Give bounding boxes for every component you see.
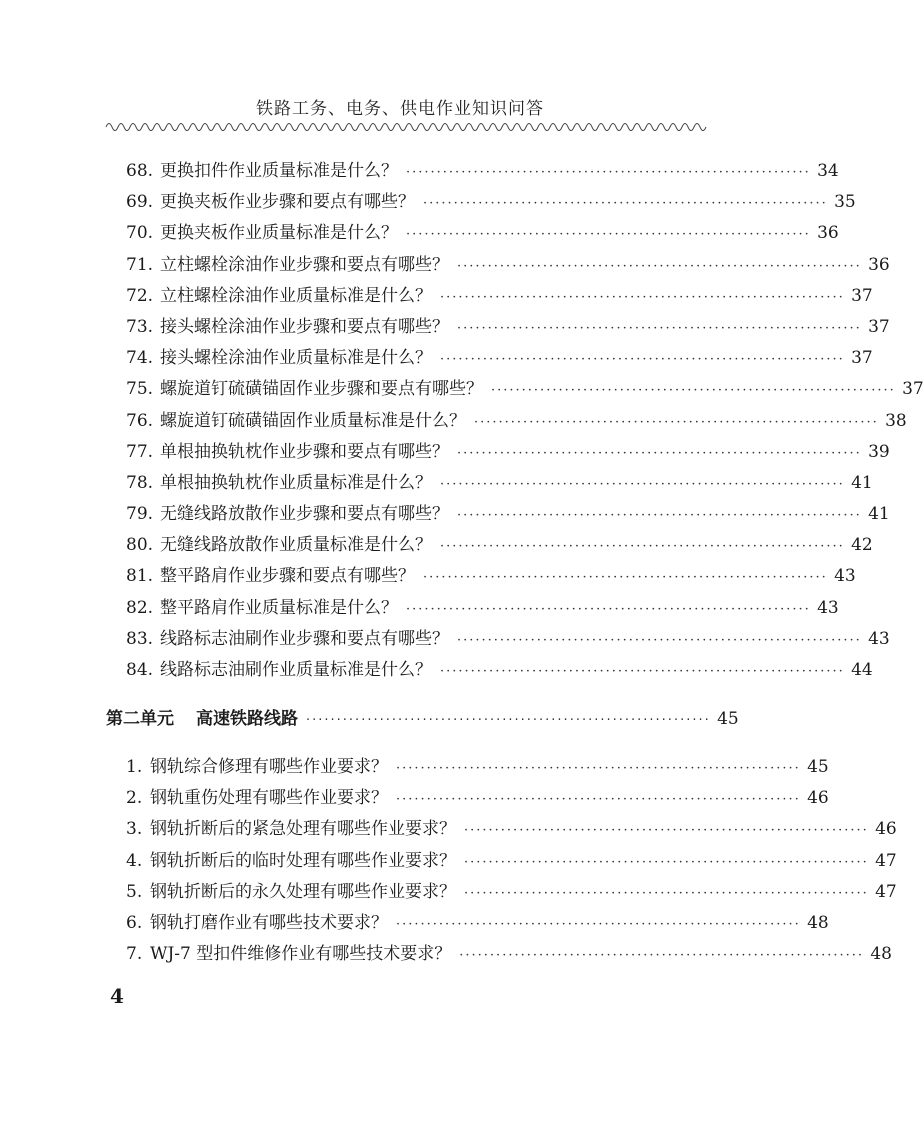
toc-entry[interactable] — [126, 752, 829, 783]
entry-page-number: 38 — [885, 410, 907, 431]
entry-page-number: 35 — [834, 192, 856, 213]
entry-page-number: 48 — [870, 944, 892, 965]
entry-title: 钢轨折断后的临时处理有哪些作业要求？ — [150, 850, 456, 871]
toc-list-unit-2 — [126, 752, 897, 970]
entry-number: 74. — [126, 348, 154, 369]
decorative-border-ornament — [106, 118, 696, 132]
entry-number: 2. — [126, 788, 143, 809]
toc-entry[interactable] — [126, 783, 829, 814]
toc-list — [126, 156, 924, 686]
toc-entry[interactable] — [126, 908, 829, 939]
entry-page-number: 45 — [807, 757, 829, 777]
entry-number: 3. — [126, 819, 143, 840]
toc-entry[interactable] — [126, 187, 856, 218]
entry-number: 83. — [126, 628, 154, 649]
toc-entry[interactable] — [126, 655, 873, 686]
toc-entry[interactable] — [126, 814, 897, 845]
dot-leader: ·································································· — [457, 445, 862, 461]
dot-leader: ·································································· — [440, 664, 845, 679]
entry-number: 73. — [126, 316, 154, 337]
dot-leader: ·································································· — [464, 823, 869, 839]
entry-title: 无缝线路放散作业步骤和要点有哪些？ — [160, 504, 449, 525]
dot-leader: ·································································· — [459, 948, 864, 964]
dot-leader: ·································································· — [423, 570, 828, 586]
entry-title: 更换夹板作业步骤和要点有哪些？ — [160, 192, 415, 213]
dot-leader: ·································································· — [396, 916, 801, 932]
toc-entry[interactable] — [126, 343, 873, 374]
entry-number: 7. — [126, 944, 143, 965]
dot-leader: ·································································· — [440, 289, 845, 305]
entry-page-number: 47 — [875, 850, 897, 871]
entry-page-number: 37 — [902, 379, 924, 400]
entry-title: 接头螺栓涂油作业质量标准是什么？ — [160, 348, 432, 369]
entry-number: 82. — [126, 597, 154, 618]
toc-entry[interactable] — [126, 561, 856, 592]
dot-leader: ·································································· — [440, 476, 845, 492]
dot-leader: ·································································· — [464, 854, 869, 870]
entry-number: 71. — [126, 254, 154, 275]
entry-number: 80. — [126, 535, 154, 556]
entry-title: 钢轨打磨作业有哪些技术要求？ — [150, 912, 388, 933]
entry-page-number: 44 — [851, 660, 873, 680]
entry-page-number: 36 — [868, 254, 890, 275]
entry-title: 更换扣件作业质量标准是什么？ — [160, 161, 398, 181]
entry-page-number: 41 — [868, 504, 890, 525]
dot-leader: ·································································· — [406, 227, 811, 243]
entry-title: 整平路肩作业步骤和要点有哪些？ — [160, 566, 415, 587]
entry-number: 5. — [126, 881, 143, 902]
entry-page-number: 42 — [851, 535, 873, 556]
dot-leader: ·································································· — [474, 414, 879, 430]
toc-entry[interactable] — [126, 250, 890, 281]
entry-page-number: 48 — [807, 912, 829, 933]
entry-number: 77. — [126, 441, 154, 462]
toc-entry[interactable] — [126, 877, 897, 908]
entry-number: 76. — [126, 410, 154, 431]
dot-leader: ·································································· — [396, 792, 801, 808]
dot-leader: ·································································· — [491, 383, 896, 399]
dot-leader: ·································································· — [440, 539, 845, 555]
entry-page-number: 43 — [868, 628, 890, 649]
toc-entry[interactable] — [126, 846, 897, 877]
entry-number: 69. — [126, 192, 154, 213]
entry-number: 78. — [126, 472, 154, 493]
dot-leader: ·································································· — [464, 885, 869, 901]
entry-page-number: 46 — [807, 788, 829, 809]
dot-leader: ·································································· — [457, 632, 862, 648]
entry-number: 1. — [126, 757, 143, 777]
toc-entry[interactable] — [126, 624, 890, 655]
dot-leader: ·································································· — [440, 352, 845, 368]
dot-leader: ·································································· — [457, 508, 862, 524]
entry-title: 接头螺栓涂油作业步骤和要点有哪些？ — [160, 316, 449, 337]
page-number: 4 — [110, 984, 124, 1008]
entry-number: 68. — [126, 161, 154, 181]
toc-entry[interactable] — [126, 374, 924, 405]
toc-entry[interactable] — [126, 218, 839, 249]
entry-page-number: 37 — [851, 348, 873, 369]
entry-title: 更换夹板作业质量标准是什么？ — [160, 223, 398, 244]
toc-unit-heading[interactable] — [106, 704, 739, 729]
dot-leader: ·································································· — [396, 761, 801, 776]
entry-number: 70. — [126, 223, 154, 244]
dot-leader: ·································································· — [457, 258, 862, 274]
entry-title: 立柱螺栓涂油作业质量标准是什么？ — [160, 285, 432, 306]
entry-title: 无缝线路放散作业质量标准是什么？ — [160, 535, 432, 556]
toc-entry[interactable] — [126, 156, 839, 187]
entry-number: 72. — [126, 285, 154, 306]
entry-number: 84. — [126, 660, 154, 680]
unit-label: 第二单元 — [106, 709, 174, 729]
dot-leader: ·································································· — [457, 320, 862, 336]
dot-leader: ·································································· — [306, 713, 711, 728]
entry-page-number: 39 — [868, 441, 890, 462]
unit-title: 高速铁路线路 — [196, 709, 298, 729]
toc-entry[interactable] — [126, 406, 907, 437]
entry-title: 钢轨折断后的紧急处理有哪些作业要求？ — [150, 819, 456, 840]
entry-title: 单根抽换轨枕作业步骤和要点有哪些？ — [160, 441, 449, 462]
entry-number: 79. — [126, 504, 154, 525]
entry-page-number: 36 — [817, 223, 839, 244]
dot-leader: ·································································· — [423, 196, 828, 212]
entry-title: 整平路肩作业质量标准是什么？ — [160, 597, 398, 618]
entry-title: 螺旋道钉硫磺锚固作业步骤和要点有哪些？ — [160, 379, 483, 400]
toc-entry[interactable] — [126, 593, 839, 624]
entry-page-number: 37 — [868, 316, 890, 337]
entry-title: 钢轨折断后的永久处理有哪些作业要求？ — [150, 881, 456, 902]
entry-number: 6. — [126, 912, 143, 933]
entry-page-number: 43 — [834, 566, 856, 587]
entry-page-number: 34 — [817, 161, 839, 181]
toc-entry[interactable] — [126, 939, 892, 970]
entry-title: 线路标志油刷作业步骤和要点有哪些？ — [160, 628, 449, 649]
entry-title: 螺旋道钉硫磺锚固作业质量标准是什么？ — [160, 410, 466, 431]
entry-page-number: 47 — [875, 881, 897, 902]
entry-page-number: 41 — [851, 472, 873, 493]
entry-page-number: 46 — [875, 819, 897, 840]
entry-title: 钢轨重伤处理有哪些作业要求？ — [150, 788, 388, 809]
running-header-title: 铁路工务、电务、供电作业知识问答 — [256, 99, 544, 119]
entry-title: 线路标志油刷作业质量标准是什么？ — [160, 660, 432, 680]
entry-title: 立柱螺栓涂油作业步骤和要点有哪些？ — [160, 254, 449, 275]
entry-title: WJ-7 型扣件维修作业有哪些技术要求？ — [150, 944, 452, 965]
unit-page-number: 45 — [717, 709, 739, 729]
entry-page-number: 43 — [817, 597, 839, 618]
toc-entry[interactable] — [126, 437, 890, 468]
entry-number: 75. — [126, 379, 154, 400]
entry-title: 钢轨综合修理有哪些作业要求？ — [150, 757, 388, 777]
toc-entry[interactable] — [126, 468, 873, 499]
entry-number: 4. — [126, 850, 143, 871]
toc-entry[interactable] — [126, 499, 890, 530]
toc-entry[interactable] — [126, 530, 873, 561]
entry-title: 单根抽换轨枕作业质量标准是什么？ — [160, 472, 432, 493]
toc-entry[interactable] — [126, 312, 890, 343]
toc-entry[interactable] — [126, 281, 873, 312]
entry-number: 81. — [126, 566, 154, 587]
entry-page-number: 37 — [851, 285, 873, 306]
dot-leader: ·································································· — [406, 601, 811, 617]
dot-leader: ·································································· — [406, 165, 811, 180]
